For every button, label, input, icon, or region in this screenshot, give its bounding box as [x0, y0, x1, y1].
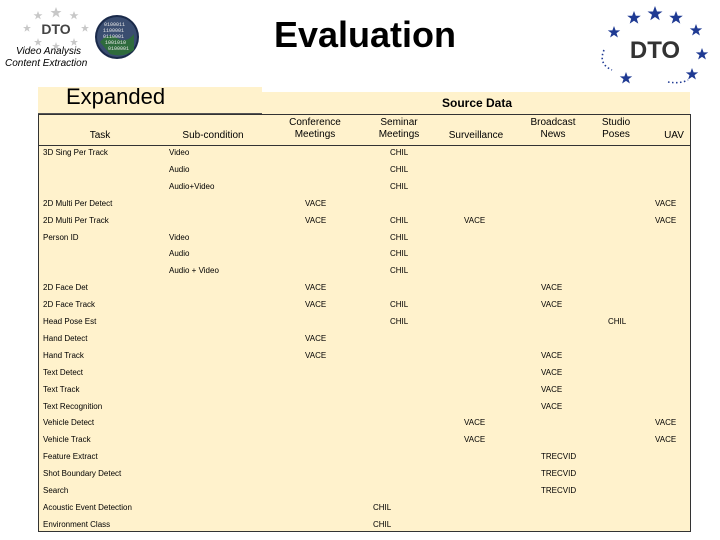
expanded-label: Expanded — [66, 84, 166, 109]
column-header-broadcast — [520, 117, 586, 141]
cell-conference: VACE — [305, 300, 327, 309]
cell-broadcast: TRECVID — [541, 452, 577, 461]
cell-seminar: CHIL — [373, 503, 392, 512]
cell-seminar: CHIL — [390, 216, 409, 225]
row-task: Shot Boundary Detect — [43, 469, 122, 478]
logo-caption-line2: Content Extraction — [5, 58, 88, 69]
column-header-seminar-line2: Meetings — [378, 129, 420, 140]
row-subcondition: Video — [169, 233, 190, 242]
cell-broadcast: VACE — [541, 385, 563, 394]
column-header-conference-line1: Conference — [289, 117, 341, 128]
row-task: 2D Multi Per Track — [43, 216, 109, 225]
cell-broadcast: VACE — [541, 402, 563, 411]
column-header-studio-line2: Poses — [602, 129, 630, 140]
badge-bits-2: 1100001 — [103, 28, 125, 34]
column-header-studio-line1: Studio — [601, 117, 631, 128]
row-task: Environment Class — [43, 520, 111, 529]
cell-uav: VACE — [655, 199, 677, 208]
cell-broadcast: TRECVID — [541, 486, 577, 495]
column-header-seminar — [366, 117, 432, 141]
badge-bits-4: 1001010 — [105, 40, 127, 46]
cell-seminar: CHIL — [390, 317, 409, 326]
row-subcondition: Audio+Video — [169, 182, 215, 191]
cell-conference: VACE — [305, 216, 327, 225]
row-task: Person ID — [43, 233, 79, 242]
row-task: Search — [43, 486, 69, 495]
evaluation-table — [38, 114, 691, 532]
row-task: Text Detect — [43, 368, 84, 377]
column-header-seminar-line1: Seminar — [380, 117, 418, 128]
cell-studio: CHIL — [608, 317, 627, 326]
cell-seminar: CHIL — [390, 266, 409, 275]
column-header-conference-line2: Meetings — [294, 129, 336, 140]
cell-surveillance: VACE — [464, 216, 486, 225]
row-task: Text Recognition — [43, 402, 103, 411]
cell-seminar: CHIL — [373, 520, 392, 529]
badge-bits-3: 0110001 — [103, 34, 125, 40]
cell-broadcast: VACE — [541, 300, 563, 309]
header-divider — [38, 145, 690, 146]
cell-surveillance: VACE — [464, 435, 486, 444]
cell-surveillance: VACE — [464, 418, 486, 427]
source-data-label: Source Data — [442, 96, 513, 110]
cell-uav: VACE — [655, 216, 677, 225]
row-subcondition: Video — [169, 148, 190, 157]
row-task: Vehicle Detect — [43, 418, 95, 427]
cell-seminar: CHIL — [390, 249, 409, 258]
cell-seminar: CHIL — [390, 148, 409, 157]
column-header-broadcast-line2: News — [540, 129, 566, 140]
page-title: Evaluation — [273, 14, 457, 55]
cell-broadcast: TRECVID — [541, 469, 577, 478]
dto-logo-left-text: DTO — [41, 21, 71, 37]
cell-seminar: CHIL — [390, 300, 409, 309]
column-header-uav: UAV — [664, 130, 684, 141]
row-subcondition: Audio — [169, 165, 190, 174]
row-task: Acoustic Event Detection — [43, 503, 132, 512]
cell-conference: VACE — [305, 199, 327, 208]
cell-seminar: CHIL — [390, 165, 409, 174]
ecosystem-badge-icon — [94, 14, 140, 60]
column-header-conference — [282, 117, 348, 141]
column-header-subcondition: Sub-condition — [182, 130, 244, 141]
row-task: Text Track — [43, 385, 80, 394]
column-header-surveillance: Surveillance — [448, 130, 504, 141]
cell-uav: VACE — [655, 418, 677, 427]
cell-conference: VACE — [305, 351, 327, 360]
row-task: Hand Detect — [43, 334, 88, 343]
cell-uav: VACE — [655, 435, 677, 444]
row-task: Vehicle Track — [43, 435, 91, 444]
cell-conference: VACE — [305, 283, 327, 292]
column-header-studio — [590, 117, 642, 141]
dto-logo-right-text: DTO — [629, 37, 681, 64]
row-task: Feature Extract — [43, 452, 98, 461]
row-task: 2D Multi Per Detect — [43, 199, 113, 208]
row-subcondition: Audio + Video — [169, 266, 219, 275]
row-subcondition: Audio — [169, 249, 190, 258]
cell-broadcast: VACE — [541, 283, 563, 292]
logo-caption-line1: Video Analysis — [16, 46, 82, 57]
row-task: Hand Track — [43, 351, 84, 360]
row-task: Head Pose Est — [43, 317, 97, 326]
column-header-task: Task — [89, 130, 111, 141]
cell-seminar: CHIL — [390, 182, 409, 191]
cell-broadcast: VACE — [541, 351, 563, 360]
badge-bits-5: 0100001 — [108, 46, 130, 52]
row-task: 3D Sing Per Track — [43, 148, 108, 157]
badge-bits-1: 0100011 — [104, 22, 126, 28]
row-task: 2D Face Det — [43, 283, 88, 292]
row-task: 2D Face Track — [43, 300, 96, 309]
column-header-broadcast-line1: Broadcast — [530, 117, 576, 128]
cell-conference: VACE — [305, 334, 327, 343]
dto-logo-right — [590, 4, 720, 88]
cell-broadcast: VACE — [541, 368, 563, 377]
cell-seminar: CHIL — [390, 233, 409, 242]
